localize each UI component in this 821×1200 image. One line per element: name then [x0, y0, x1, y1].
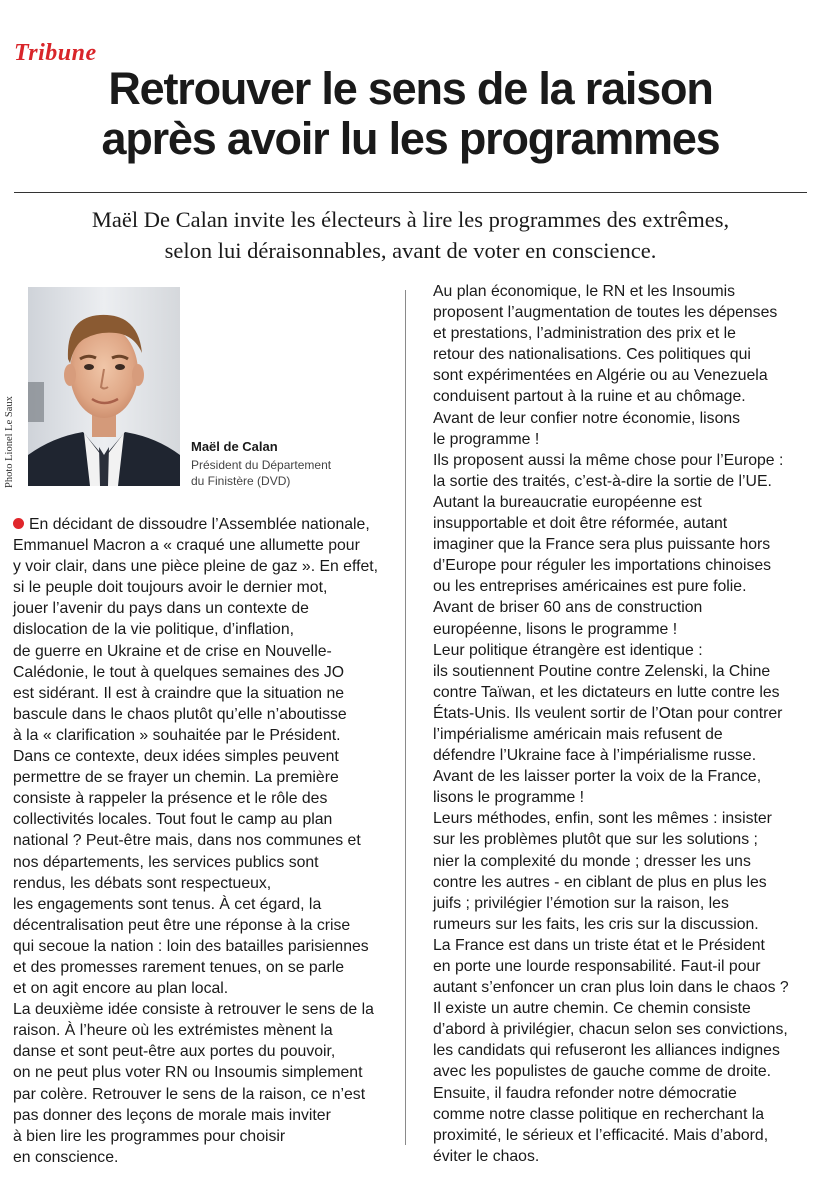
author-name: Maël de Calan	[191, 439, 278, 454]
article-line	[433, 998, 808, 1019]
article-line	[433, 745, 808, 766]
article-line-text: comme notre classe politique en recherchant la	[433, 1105, 765, 1123]
article-line	[13, 936, 383, 957]
article-line	[433, 661, 808, 682]
article-line-text: on ne peut plus voter RN ou Insoumis simplement	[13, 1064, 363, 1082]
article-line-text: lisons le programme !	[433, 789, 585, 807]
article-line	[13, 535, 383, 556]
article-line	[433, 914, 808, 935]
article-line	[433, 555, 808, 576]
article-line-text: est sidérant. Il est à craindre que la situation ne	[13, 684, 345, 702]
article-line-text: et prestations, l’administration des prix et le	[433, 325, 736, 343]
author-portrait	[28, 287, 180, 486]
article-line-text: ou les entreprises américaines est pure folie.	[433, 578, 747, 596]
article-line	[433, 1146, 808, 1167]
article-line-text: Leurs méthodes, enfin, sont les mêmes : insister	[433, 810, 772, 828]
article-line-text: l’impérialisme américain mais refusent de	[433, 725, 723, 743]
portrait-illustration	[28, 287, 180, 486]
article-line	[433, 344, 808, 365]
headline-line-2: après avoir lu les programmes	[101, 113, 720, 164]
article-line-text: contre Taïwan, et les dictateurs en lutte contre les	[433, 683, 780, 701]
article-line-text: contre les autres - en ciblant de plus en plus les	[433, 873, 767, 891]
headline-divider	[14, 192, 807, 193]
article-line	[13, 999, 383, 1020]
article-line	[13, 704, 383, 725]
article-line-text: nos départements, les services publics sont	[13, 853, 319, 871]
article-line	[13, 514, 383, 535]
article-line	[433, 1019, 808, 1040]
article-line	[433, 429, 808, 450]
article-line-text: à bien lire les programmes pour choisir	[13, 1127, 286, 1145]
article-line-text: proposent l’augmentation de toutes les dépenses	[433, 304, 778, 322]
article-line	[433, 1125, 808, 1146]
article-line	[433, 703, 808, 724]
article-line-text: autant s’enfoncer un cran plus loin dans le chaos ?	[433, 979, 789, 997]
article-line	[13, 641, 383, 662]
article-line-text: les engagements sont tenus. À cet égard, la	[13, 895, 322, 913]
article-line-text: La deuxième idée consiste à retrouver le sens de la	[13, 1001, 374, 1019]
article-line	[433, 787, 808, 808]
article-line	[13, 830, 383, 851]
article-line-text: par colère. Retrouver le sens de la raison, ce n’est	[13, 1085, 366, 1103]
article-line	[433, 302, 808, 323]
article-column-right	[433, 281, 808, 1167]
article-line	[13, 619, 383, 640]
article-line	[13, 809, 383, 830]
article-line	[433, 408, 808, 429]
article-line	[13, 1105, 383, 1126]
article-line-text: Au plan économique, le RN et les Insoumis	[433, 283, 736, 300]
article-line-text: Il existe un autre chemin. Ce chemin consiste	[433, 1000, 751, 1018]
article-line	[433, 682, 808, 703]
article-line	[433, 534, 808, 555]
article-line-text: insupportable et doit être réformée, autant	[433, 515, 728, 533]
article-line-text: danse et sont peut-être aux portes du pouvoir,	[13, 1043, 336, 1061]
article-line-text: permettre de se frayer un chemin. La première	[13, 769, 339, 787]
author-caption	[191, 439, 331, 489]
article-line-text: consiste à rappeler la présence et le rôle des	[13, 790, 328, 808]
article-line-text: collectivités locales. Tout fout le camp au plan	[13, 811, 333, 829]
article-line-text: de guerre en Ukraine et de crise en Nouvelle-	[13, 642, 332, 660]
article-line-text: rendus, les débats sont respectueux,	[13, 874, 272, 892]
article-line	[13, 725, 383, 746]
author-role-line-1: Président du Département	[191, 458, 332, 472]
article-line	[433, 619, 808, 640]
article-line	[433, 513, 808, 534]
article-line-text: Autant la bureaucratie européenne est	[433, 493, 702, 511]
article-line-text: La France est dans un triste état et le Président	[433, 936, 765, 954]
article-line	[433, 471, 808, 492]
article-line-text: Calédonie, le tout à quelques semaines des JO	[13, 663, 345, 681]
article-line-text: Avant de leur confier notre économie, lisons	[433, 409, 741, 427]
article-line	[433, 977, 808, 998]
article-line-text: Ils proposent aussi la même chose pour l’Europe :	[433, 451, 784, 469]
article-line-text: Ensuite, il faudra refonder notre démocratie	[433, 1084, 737, 1102]
article-line-text: qui secoue la nation : loin des batailles parisiennes	[13, 937, 369, 955]
article-line-text: à la « clarification » souhaitée par le Président.	[13, 726, 341, 744]
article-line	[433, 893, 808, 914]
article-line-text: national ? Peut-être mais, dans nos communes et	[13, 832, 361, 850]
article-line-text: européenne, lisons le programme !	[433, 620, 678, 638]
article-line-text: si le peuple doit toujours avoir le dernier mot,	[13, 579, 328, 597]
article-line-text: nier la complexité du monde ; dresser les uns	[433, 852, 751, 870]
article-column-left	[13, 514, 383, 1168]
article-line	[13, 1084, 383, 1105]
section-kicker: Tribune	[14, 40, 97, 66]
article-line	[433, 829, 808, 850]
article-line-text: sont expérimentées en Algérie ou au Venezuela	[433, 367, 768, 385]
article-line-text: avec les populistes de gauche comme de droite.	[433, 1063, 772, 1081]
article-line-text: Leur politique étrangère est identique :	[433, 641, 703, 659]
article-line	[433, 808, 808, 829]
article-line-text: le programme !	[433, 430, 540, 448]
article-line	[13, 978, 383, 999]
article-line	[433, 935, 808, 956]
article-line	[13, 915, 383, 936]
article-line	[13, 683, 383, 704]
photo-credit: Photo Lionel Le Saux	[4, 396, 15, 488]
article-line	[13, 873, 383, 894]
article-line-text: retour des nationalisations. Ces politiques qui	[433, 346, 751, 364]
article-line-text: en porte une lourde responsabilité. Faut-il pour	[433, 958, 761, 975]
article-line	[13, 1062, 383, 1083]
article-line-text: États-Unis. Ils veulent sortir de l’Otan pour contrer	[433, 704, 783, 722]
red-bullet-icon	[13, 518, 24, 529]
article-line-text: pas donner des leçons de morale mais inviter	[13, 1106, 331, 1124]
article-line	[13, 598, 383, 619]
article-line	[433, 386, 808, 407]
headline-line-1: Retrouver le sens de la raison	[108, 63, 713, 114]
article-line-text: rumeurs sur les faits, les cris sur la discussion.	[433, 915, 759, 933]
article-line	[13, 577, 383, 598]
article-line	[13, 1041, 383, 1062]
article-line	[13, 957, 383, 978]
article-line	[13, 1020, 383, 1041]
article-line	[433, 597, 808, 618]
standfirst	[14, 204, 807, 266]
article-line-text: d’Europe pour réguler les importations chinoises	[433, 557, 772, 575]
author-role-line-2: du Finistère (DVD)	[191, 474, 291, 488]
article-line	[433, 1104, 808, 1125]
article-line-text: et on agit encore au plan local.	[13, 980, 229, 998]
article-line-text: sur les problèmes plutôt que sur les solutions ;	[433, 831, 758, 849]
article-line-text: Avant de briser 60 ans de construction	[433, 599, 703, 617]
article-line-text: jouer l’avenir du pays dans un contexte de	[13, 600, 309, 618]
article-line-text: y voir clair, dans une pièce pleine de gaz ». En effet,	[13, 558, 379, 576]
article-line-text: la sortie des traités, c’est-à-dire la sortie de l’UE.	[433, 472, 772, 490]
article-line	[433, 872, 808, 893]
article-line	[13, 1147, 383, 1168]
article-line	[13, 662, 383, 683]
article-line-text: Dans ce contexte, deux idées simples peuvent	[13, 748, 339, 766]
article-line	[13, 746, 383, 767]
article-line	[433, 365, 808, 386]
article-line	[13, 788, 383, 809]
standfirst-line-1: Maël De Calan invite les électeurs à lire les programmes des extrêmes,	[91, 207, 730, 232]
article-line	[433, 724, 808, 745]
article-line-text: éviter le chaos.	[433, 1147, 540, 1165]
article-line-text: les candidats qui refuseront les alliances indignes	[433, 1042, 780, 1060]
article-line	[433, 956, 808, 977]
article-line-text: d’abord à privilégier, chacun selon ses convictions,	[433, 1021, 788, 1039]
article-line	[13, 556, 383, 577]
article-line-text: Emmanuel Macron a « craqué une allumette pour	[13, 537, 360, 555]
article-line	[13, 852, 383, 873]
article-line-text: Avant de les laisser porter la voix de la France,	[433, 768, 762, 786]
article-line	[433, 1061, 808, 1082]
column-divider	[405, 290, 406, 1145]
article-line	[433, 1083, 808, 1104]
standfirst-line-2: selon lui déraisonnables, avant de voter en conscience.	[164, 238, 657, 263]
article-line-text: décentralisation peut être une réponse à la crise	[13, 916, 351, 934]
article-line-text: En décidant de dissoudre l’Assemblée nationale,	[29, 516, 370, 533]
article-line-text: en conscience.	[13, 1148, 119, 1166]
article-line-text: proximité, le sérieux et l’efficacité. Mais d’abord,	[433, 1126, 769, 1144]
article-line	[13, 767, 383, 788]
article-line-text: bascule dans le chaos plutôt qu’elle n’aboutisse	[13, 705, 347, 723]
article-line-text: raison. À l’heure où les extrémistes mènent la	[13, 1022, 333, 1040]
article-line	[433, 576, 808, 597]
article-line	[433, 492, 808, 513]
article-line-text: conduisent partout à la ruine et au chômage.	[433, 388, 746, 406]
headline	[40, 64, 781, 164]
article-line	[433, 766, 808, 787]
article-line	[13, 1126, 383, 1147]
article-line-text: et des promesses rarement tenues, on se parle	[13, 958, 345, 976]
article-line	[433, 450, 808, 471]
article-line	[433, 281, 808, 302]
article-line	[13, 894, 383, 915]
article-line	[433, 640, 808, 661]
article-line-text: défendre l’Ukraine face à l’impérialisme russe.	[433, 747, 757, 765]
article-line	[433, 1040, 808, 1061]
article-line-text: juifs ; privilégier l’émotion sur la raison, les	[433, 894, 729, 912]
article-line-text: imaginer que la France sera plus puissante hors	[433, 536, 771, 554]
article-line-text: ils soutiennent Poutine contre Zelenski, la Chine	[433, 662, 771, 680]
article-line	[433, 851, 808, 872]
article-line	[433, 323, 808, 344]
article-line-text: dislocation de la vie politique, d’inflation,	[13, 621, 295, 639]
